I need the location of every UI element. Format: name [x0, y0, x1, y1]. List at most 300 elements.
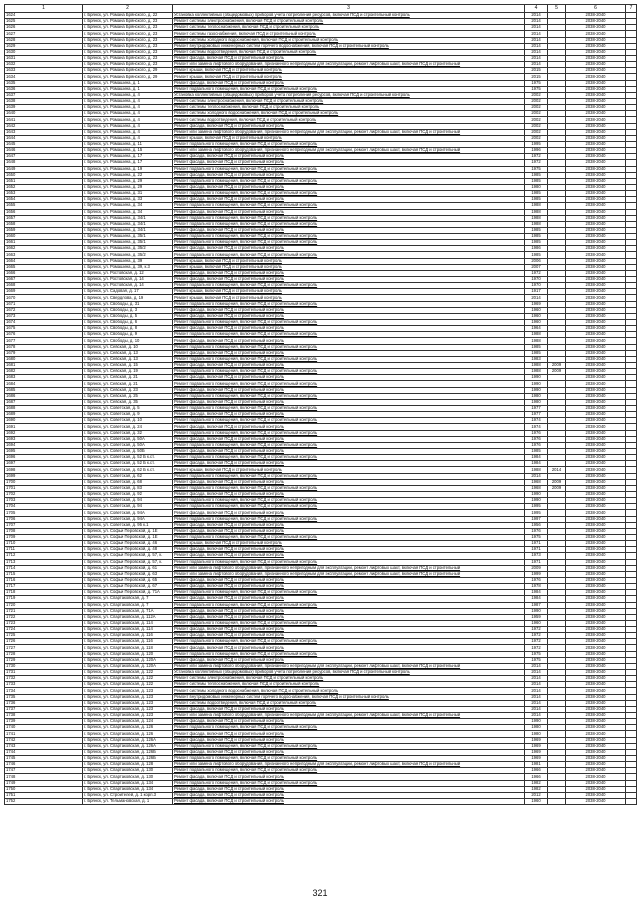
build-year-cell: 1969 — [525, 756, 548, 762]
work-type-cell: Ремонт фасада, включая ПСД и строительный контроль — [173, 749, 525, 755]
row-index-cell: 1675 — [5, 326, 83, 332]
work-type-cell: Ремонт подвального помещения, включая ПСД и строительный контроль — [173, 178, 525, 184]
address-cell: г. Брянск, ул. Ромашина, д. 34 — [83, 209, 173, 215]
work-type-cell: Ремонт подвального помещения, включая ПСД и строительный контроль — [173, 559, 525, 565]
planned-period-cell: 2038-2040 — [566, 13, 626, 19]
row-index-cell: 1660 — [5, 234, 83, 240]
address-cell: г. Брянск, ул. Романа Брянского, д. 23 — [83, 31, 173, 37]
row-index-cell: 1686 — [5, 393, 83, 399]
work-type-cell: Ремонт или замена лифтового оборудования, признанного непригодным для эксплуатации, ремонт лифтовых шахт, включая ПСД и строительный — [173, 129, 525, 135]
work-type-cell: Ремонт системы водоотведения, включая ПСД и строительный контроль — [173, 700, 525, 706]
row-index-cell: 1726 — [5, 639, 83, 645]
row-index-cell: 1713 — [5, 559, 83, 565]
row-index-cell: 1662 — [5, 246, 83, 252]
planned-period-cell: 2038-2040 — [566, 571, 626, 577]
row-index-cell: 1685 — [5, 387, 83, 393]
planned-period-cell: 2038-2040 — [566, 240, 626, 246]
planned-period-cell: 2038-2040 — [566, 25, 626, 31]
planned-period-cell: 2038-2040 — [566, 780, 626, 786]
work-type-cell: Ремонт фасада, включая ПСД и строительный контроль — [173, 522, 525, 528]
build-year-cell: 1960 — [525, 799, 548, 805]
work-type-cell: Ремонт или замена лифтового оборудования, признанного непригодным для эксплуатации, ремонт лифтовых шахт, включая ПСД и строительный — [173, 565, 525, 571]
work-type-cell: Ремонт крыши, включая ПСД и строительный контроль — [173, 467, 525, 473]
work-type-cell: Ремонт подвального помещения, включая ПСД и строительный контроль — [173, 639, 525, 645]
work-type-cell: Ремонт подвального помещения, включая ПСД и строительный контроль — [173, 240, 525, 246]
planned-period-cell: 2038-2040 — [566, 148, 626, 154]
address-cell: г. Брянск, ул. Софьи Перовской, д. 63 — [83, 571, 173, 577]
planned-period-cell: 2038-2040 — [566, 590, 626, 596]
address-cell: г. Брянск, ул. Советская, д. 32 — [83, 430, 173, 436]
row-index-cell: 1626 — [5, 25, 83, 31]
build-year-cell: 1975 — [525, 657, 548, 663]
build-year-cell: 2014 — [525, 49, 548, 55]
row-index-cell: 1634 — [5, 74, 83, 80]
planned-period-cell: 2038-2040 — [566, 541, 626, 547]
row-index-cell: 1735 — [5, 694, 83, 700]
address-cell: г. Брянск, ул. Спартаковская, д. 126А — [83, 737, 173, 743]
address-cell: г. Брянск, ул. Советская, д. 94 — [83, 504, 173, 510]
work-type-cell: Ремонт фасада, включая ПСД и строительный контроль — [173, 55, 525, 61]
work-type-cell: Ремонт крыши, включая ПСД и строительный контроль — [173, 289, 525, 295]
build-year-cell: 2014 — [525, 694, 548, 700]
row-index-cell: 1697 — [5, 461, 83, 467]
work-type-cell: Ремонт системы холодного водоснабжения, включая ПСД и строительный контроль — [173, 111, 525, 117]
build-year-cell: 1980 — [525, 725, 548, 731]
work-type-cell: Ремонт фасада, включая ПСД и строительный контроль — [173, 80, 525, 86]
address-cell: г. Брянск, ул. Спартаковская, д. 114 — [83, 627, 173, 633]
planned-period-cell: 2038-2040 — [566, 436, 626, 442]
address-cell: г. Брянск, ул. Тельмановская, д. 1 — [83, 799, 173, 805]
address-cell: г. Брянск, ул. Советская, д. 94 — [83, 498, 173, 504]
work-type-cell: Ремонт подвального помещения, включая ПСД и строительный контроль — [173, 203, 525, 209]
work-type-cell: Ремонт фасада, включая ПСД и строительный контроль — [173, 387, 525, 393]
row-index-cell: 1652 — [5, 184, 83, 190]
address-cell: г. Брянск, ул. Советская, д. 9 — [83, 412, 173, 418]
build-year-cell: 1982 — [525, 780, 548, 786]
build-year-cell: 1956 — [525, 522, 548, 528]
work-type-cell: Ремонт фасада, включая ПСД и строительный контроль — [173, 338, 525, 344]
address-cell: г. Брянск, ул. Ростовская, д. 14 — [83, 277, 173, 283]
build-year-cell: 2014 — [525, 295, 548, 301]
address-cell: г. Брянск, ул. Софьи Перовской, д. 1Е — [83, 528, 173, 534]
work-type-cell: Ремонт крыши, включая ПСД и строительный контроль — [173, 74, 525, 80]
work-type-cell: Ремонт фасада, включая ПСД и строительный контроль — [173, 350, 525, 356]
address-cell: г. Брянск, ул. Ромашина, д. 4 — [83, 123, 173, 129]
row-index-cell: 1711 — [5, 547, 83, 553]
address-cell: г. Брянск, ул. Спартаковская, д. 126А — [83, 743, 173, 749]
row-index-cell: 1746 — [5, 762, 83, 768]
work-type-cell: Ремонт подвального помещения, включая ПСД и строительный контроль — [173, 234, 525, 240]
planned-period-cell: 2038-2040 — [566, 774, 626, 780]
address-cell: г. Брянск, ул. Ромашина, д. 39 — [83, 258, 173, 264]
build-year-cell: 2014 — [525, 62, 548, 68]
planned-period-cell: 2038-2040 — [566, 516, 626, 522]
address-cell: г. Брянск, ул. Ромашина, д. 29 — [83, 184, 173, 190]
build-year-cell: 1960 — [525, 313, 548, 319]
repair-year-cell: 2014 — [548, 467, 566, 473]
address-cell: г. Брянск, ул. Романа Брянского, д. 23 — [83, 62, 173, 68]
row-index-cell: 1659 — [5, 227, 83, 233]
row-index-cell: 1641 — [5, 117, 83, 123]
build-year-cell: 1995 — [525, 510, 548, 516]
work-type-cell: Ремонт подвального помещения, включая ПСД и строительный контроль — [173, 430, 525, 436]
row-index-cell: 1745 — [5, 756, 83, 762]
work-type-cell: Ремонт крыши, включая ПСД и строительный контроль — [173, 295, 525, 301]
planned-period-cell: 2038-2040 — [566, 178, 626, 184]
row-index-cell: 1635 — [5, 80, 83, 86]
address-cell: г. Брянск, ул. Спартаковская, д. 134 — [83, 786, 173, 792]
planned-period-cell: 2038-2040 — [566, 369, 626, 375]
row-index-cell: 1642 — [5, 123, 83, 129]
address-cell: г. Брянск, ул. Спартаковская, д. 134 — [83, 780, 173, 786]
work-type-cell: Ремонт фасада, включая ПСД и строительный контроль — [173, 577, 525, 583]
planned-period-cell: 2038-2040 — [566, 154, 626, 160]
planned-period-cell: 2038-2040 — [566, 135, 626, 141]
planned-period-cell: 2038-2040 — [566, 498, 626, 504]
row-index-cell: 1729 — [5, 657, 83, 663]
planned-period-cell: 2038-2040 — [566, 326, 626, 332]
row-index-cell: 1731 — [5, 670, 83, 676]
note-cell — [626, 799, 637, 805]
address-cell: г. Брянск, ул. Романа Брянского, д. 23 — [83, 19, 173, 25]
planned-period-cell: 2038-2040 — [566, 430, 626, 436]
planned-period-cell: 2038-2040 — [566, 381, 626, 387]
work-type-cell: Ремонт фасада, включая ПСД и строительный контроль — [173, 184, 525, 190]
work-type-cell: Ремонт фасада, включая ПСД и строительный контроль — [173, 123, 525, 129]
work-type-cell: Ремонт крыши, включая ПСД и строительный контроль — [173, 68, 525, 74]
work-type-cell: Ремонт подвального помещения, включая ПСД и строительный контроль — [173, 406, 525, 412]
row-index-cell: 1674 — [5, 320, 83, 326]
work-type-cell: Ремонт фасада, включая ПСД и строительный контроль — [173, 596, 525, 602]
build-year-cell: 2014 — [525, 473, 548, 479]
work-type-cell: Ремонт или замена лифтового оборудования, признанного непригодным для эксплуатации, ремонт лифтовых шахт, включая ПСД и строительный — [173, 713, 525, 719]
address-cell: г. Брянск, ул. Севская, д. 35 — [83, 399, 173, 405]
row-index-cell: 1647 — [5, 154, 83, 160]
build-year-cell: 2014 — [525, 25, 548, 31]
planned-period-cell: 2038-2040 — [566, 614, 626, 620]
planned-period-cell: 2038-2040 — [566, 92, 626, 98]
address-cell: г. Брянск, ул. Ромашина, д. 4 — [83, 92, 173, 98]
address-cell: г. Брянск, ул. Ростовская, д. 12 — [83, 270, 173, 276]
address-cell: г. Брянск, ул. Ромашина, д. 4 — [83, 105, 173, 111]
work-type-cell: Ремонт подвального помещения, включая ПСД и строительный контроль — [173, 191, 525, 197]
work-type-cell: Ремонт фасада, включая ПСД и строительный контроль — [173, 553, 525, 559]
work-type-cell: Ремонт подвального помещения, включая ПСД и строительный контроль — [173, 780, 525, 786]
planned-period-cell: 2038-2040 — [566, 129, 626, 135]
build-year-cell: 1976 — [525, 430, 548, 436]
address-cell: г. Брянск, ул. Ромашина, д. 1 — [83, 80, 173, 86]
build-year-cell: 1972 — [525, 633, 548, 639]
build-year-cell: 1984 — [525, 596, 548, 602]
planned-period-cell: 2038-2040 — [566, 448, 626, 454]
work-type-cell: Ремонт фасада, включая ПСД и строительный контроль — [173, 627, 525, 633]
build-year-cell: 1970 — [525, 277, 548, 283]
address-cell: г. Брянск, ул. Софьи Перовской, д. 61 — [83, 565, 173, 571]
build-year-cell: 1990 — [525, 387, 548, 393]
planned-period-cell: 2038-2040 — [566, 184, 626, 190]
address-cell: г. Брянск, ул. Севская, д. 23 — [83, 387, 173, 393]
work-type-cell: Ремонт фасада, включая ПСД и строительный контроль — [173, 277, 525, 283]
work-type-cell: Ремонт фасада, включая ПСД и строительный контроль — [173, 645, 525, 651]
planned-period-cell: 2038-2040 — [566, 510, 626, 516]
planned-period-cell: 2038-2040 — [566, 111, 626, 117]
work-type-cell: Ремонт подвального помещения, включая ПСД и строительный контроль — [173, 252, 525, 258]
work-type-cell: Ремонт системы холодного водоснабжения, включая ПСД и строительный контроль — [173, 688, 525, 694]
build-year-cell: 1988 — [525, 338, 548, 344]
build-year-cell: 1988 — [525, 203, 548, 209]
work-type-cell: Ремонт фасада, включая ПСД и строительный контроль — [173, 172, 525, 178]
work-type-cell: Ремонт подвального помещения, включая ПСД и строительный контроль — [173, 369, 525, 375]
build-year-cell: 1988 — [525, 332, 548, 338]
planned-period-cell: 2038-2040 — [566, 792, 626, 798]
row-index-cell: 1707 — [5, 522, 83, 528]
row-index-cell: 1734 — [5, 688, 83, 694]
planned-period-cell: 2038-2040 — [566, 528, 626, 534]
row-index-cell: 1679 — [5, 350, 83, 356]
row-index-cell: 1673 — [5, 313, 83, 319]
row-index-cell: 1637 — [5, 92, 83, 98]
planned-period-cell: 2038-2040 — [566, 473, 626, 479]
row-index-cell: 1716 — [5, 577, 83, 583]
row-index-cell: 1742 — [5, 737, 83, 743]
work-type-cell: Ремонт крыши, включая ПСД и строительный контроль — [173, 264, 525, 270]
address-cell: г. Брянск, ул. Ромашина, д. 35/2 — [83, 252, 173, 258]
row-index-cell: 1694 — [5, 442, 83, 448]
planned-period-cell: 2038-2040 — [566, 553, 626, 559]
build-year-cell: 2014 — [525, 676, 548, 682]
row-index-cell: 1667 — [5, 277, 83, 283]
build-year-cell: 1999 — [525, 571, 548, 577]
address-cell: г. Брянск, ул. Спартаковская, д. 126 — [83, 731, 173, 737]
planned-period-cell: 2038-2040 — [566, 363, 626, 369]
work-type-cell: Ремонт фасада, включая ПСД и строительный контроль — [173, 510, 525, 516]
work-type-cell: Ремонт системы холодного водоснабжения, включая ПСД и строительный контроль — [173, 37, 525, 43]
build-year-cell: 1975 — [525, 166, 548, 172]
address-cell: г. Брянск, ул. Ромашина, д. 22 — [83, 172, 173, 178]
planned-period-cell: 2038-2040 — [566, 577, 626, 583]
address-cell: г. Брянск, ул. Софьи Перовской, д. 48 — [83, 547, 173, 553]
planned-period-cell: 2038-2040 — [566, 393, 626, 399]
planned-period-cell: 2038-2040 — [566, 651, 626, 657]
planned-period-cell: 2038-2040 — [566, 418, 626, 424]
work-type-cell: Ремонт подвального помещения, включая ПСД и строительный контроль — [173, 301, 525, 307]
header-cell: 6 — [566, 5, 626, 13]
work-type-cell: Ремонт подвального помещения, включая ПСД и строительный контроль — [173, 768, 525, 774]
address-cell: г. Брянск, ул. Советская, д. 10 — [83, 418, 173, 424]
planned-period-cell: 2038-2040 — [566, 719, 626, 725]
build-year-cell: 1985 — [525, 240, 548, 246]
build-year-cell: 2014 — [525, 713, 548, 719]
build-year-cell: 1996 — [525, 148, 548, 154]
work-type-cell: Ремонт фасада, включая ПСД и строительный контроль — [173, 633, 525, 639]
planned-period-cell: 2038-2040 — [566, 743, 626, 749]
planned-period-cell: 2038-2040 — [566, 123, 626, 129]
header-cell: 1 — [5, 5, 83, 13]
row-index-cell: 1752 — [5, 799, 83, 805]
build-year-cell: 1982 — [525, 786, 548, 792]
row-index-cell: 1750 — [5, 786, 83, 792]
row-index-cell: 1715 — [5, 571, 83, 577]
address-cell: г. Брянск, ул. Свободы, д. 8 — [83, 326, 173, 332]
row-index-cell: 1737 — [5, 706, 83, 712]
address-cell: г. Брянск, ул. Спартаковская, д. 120А — [83, 663, 173, 669]
address-cell: г. Брянск, ул. Спартаковская, д. 120 — [83, 651, 173, 657]
work-type-cell: Ремонт подвального помещения, включая ПСД и строительный контроль — [173, 756, 525, 762]
address-cell: г. Брянск, ул. Софьи Перовской, д. 1Е — [83, 534, 173, 540]
row-index-cell: 1627 — [5, 31, 83, 37]
row-index-cell: 1668 — [5, 283, 83, 289]
planned-period-cell: 2038-2040 — [566, 209, 626, 215]
planned-period-cell: 2038-2040 — [566, 172, 626, 178]
row-index-cell: 1698 — [5, 467, 83, 473]
address-cell: г. Брянск, ул. Спартаковская, д. 126Б — [83, 756, 173, 762]
build-year-cell: 1988 — [525, 221, 548, 227]
build-year-cell: 2014 — [525, 682, 548, 688]
address-cell: г. Брянск, ул. Спартаковская, д. 122 — [83, 670, 173, 676]
address-cell: г. Брянск, ул. Спартаковская, д. 7 — [83, 602, 173, 608]
build-year-cell: 1971 — [525, 559, 548, 565]
work-type-cell: Ремонт фасада, включая ПСД и строительный контроль — [173, 227, 525, 233]
row-index-cell: 1650 — [5, 172, 83, 178]
planned-period-cell: 2038-2040 — [566, 289, 626, 295]
row-index-cell: 1633 — [5, 68, 83, 74]
work-type-cell: Ремонт подвального помещения, включая ПСД и строительный контроль — [173, 442, 525, 448]
row-index-cell: 1661 — [5, 240, 83, 246]
work-type-cell: Ремонт фасада, включая ПСД и строительный контроль — [173, 399, 525, 405]
row-index-cell: 1710 — [5, 541, 83, 547]
row-index-cell: 1651 — [5, 178, 83, 184]
build-year-cell: 1995 — [525, 141, 548, 147]
build-year-cell: 2007 — [525, 264, 548, 270]
repair-schedule-table — [4, 4, 637, 805]
address-cell: г. Брянск, ул. Советская, д. 52 Б к.ст. — [83, 455, 173, 461]
planned-period-cell: 2038-2040 — [566, 98, 626, 104]
row-index-cell: 1677 — [5, 338, 83, 344]
planned-period-cell: 2038-2040 — [566, 479, 626, 485]
planned-period-cell: 2038-2040 — [566, 565, 626, 571]
address-cell: г. Брянск, ул. Ромашина, д. 4 — [83, 129, 173, 135]
row-index-cell: 1638 — [5, 98, 83, 104]
row-index-cell: 1696 — [5, 455, 83, 461]
work-type-cell: Ремонт подвального помещения, включая ПСД и строительный контроль — [173, 498, 525, 504]
planned-period-cell: 2038-2040 — [566, 424, 626, 430]
build-year-cell: 1988 — [525, 215, 548, 221]
row-index-cell: 1691 — [5, 424, 83, 430]
row-index-cell: 1688 — [5, 406, 83, 412]
planned-period-cell: 2038-2040 — [566, 197, 626, 203]
planned-period-cell: 2038-2040 — [566, 31, 626, 37]
row-index-cell: 1732 — [5, 676, 83, 682]
address-cell: г. Брянск, ул. Ромашина, д. 19 — [83, 166, 173, 172]
planned-period-cell: 2038-2040 — [566, 270, 626, 276]
build-year-cell: 1985 — [525, 172, 548, 178]
address-cell: г. Брянск, ул. Спартаковская, д. 7 — [83, 596, 173, 602]
work-type-cell: Ремонт фасада, включая ПСД и строительный контроль — [173, 363, 525, 369]
address-cell: г. Брянск, ул. Спартаковская, д. 123 — [83, 694, 173, 700]
work-type-cell: Ремонт или замена лифтового оборудования, признанного непригодным для эксплуатации, ремонт лифтовых шахт, включая ПСД и строительный — [173, 762, 525, 768]
address-cell: г. Брянск, ул. Софьи Перовской, д. 71А — [83, 590, 173, 596]
planned-period-cell: 2038-2040 — [566, 338, 626, 344]
planned-period-cell: 2038-2040 — [566, 86, 626, 92]
work-type-cell: Ремонт фасада, включая ПСД и строительный контроль — [173, 731, 525, 737]
work-type-cell: Ремонт фасада, включая ПСД и строительный контроль — [173, 719, 525, 725]
row-index-cell: 1719 — [5, 596, 83, 602]
work-type-cell: Ремонт подвального помещения, включая ПСД и строительный контроль — [173, 381, 525, 387]
row-index-cell: 1670 — [5, 295, 83, 301]
build-year-cell: 1985 — [525, 252, 548, 258]
row-index-cell: 1748 — [5, 774, 83, 780]
planned-period-cell: 2038-2040 — [566, 547, 626, 553]
address-cell: г. Брянск, ул. Спартаковская, д. 126 — [83, 725, 173, 731]
build-year-cell: 2014 — [525, 700, 548, 706]
build-year-cell: 2014 — [525, 706, 548, 712]
build-year-cell: 1960 — [525, 620, 548, 626]
planned-period-cell: 2038-2040 — [566, 301, 626, 307]
planned-period-cell: 2038-2040 — [566, 799, 626, 805]
work-type-cell: Ремонт фасада, включая ПСД и строительный контроль — [173, 737, 525, 743]
row-index-cell: 1657 — [5, 215, 83, 221]
address-cell: г. Брянск, ул. Садовая, д. 17 — [83, 289, 173, 295]
work-type-cell: Установка коллективных (общедомовых) приборов учета потребления ресурсов, включая ПСД и строительный контроль — [173, 92, 525, 98]
address-cell: г. Брянск, ул. Свободы, д. 3 — [83, 307, 173, 313]
row-index-cell: 1693 — [5, 436, 83, 442]
row-index-cell: 1720 — [5, 602, 83, 608]
planned-period-cell: 2038-2040 — [566, 645, 626, 651]
work-type-cell: Ремонт фасада, включая ПСД и строительный контроль — [173, 209, 525, 215]
planned-period-cell: 2038-2040 — [566, 191, 626, 197]
row-index-cell: 1629 — [5, 43, 83, 49]
address-cell: г. Брянск, ул. Софьи Перовской, д. 57, к. — [83, 559, 173, 565]
build-year-cell: 1971 — [525, 541, 548, 547]
work-type-cell: Ремонт подвального помещения, включая ПСД и строительный контроль — [173, 332, 525, 338]
work-type-cell: Ремонт фасада, включая ПСД и строительный контроль — [173, 608, 525, 614]
row-index-cell: 1727 — [5, 645, 83, 651]
work-type-cell: Ремонт подвального помещения, включая ПСД и строительный контроль — [173, 356, 525, 362]
row-index-cell: 1705 — [5, 510, 83, 516]
row-index-cell: 1724 — [5, 627, 83, 633]
planned-period-cell: 2038-2040 — [566, 467, 626, 473]
work-type-cell: Ремонт системы водоотведения, включая ПСД и строительный контроль — [173, 117, 525, 123]
work-type-cell: Ремонт или замена лифтового оборудования, признанного непригодным для эксплуатации, ремонт лифтовых шахт, включая ПСД и строительный — [173, 148, 525, 154]
planned-period-cell: 2038-2040 — [566, 399, 626, 405]
row-index-cell: 1646 — [5, 148, 83, 154]
planned-period-cell: 2038-2040 — [566, 786, 626, 792]
work-type-cell: Ремонт или замена лифтового оборудования, признанного непригодным для эксплуатации, ремонт лифтовых шахт, включая ПСД и строительный — [173, 62, 525, 68]
build-year-cell: 1970 — [525, 283, 548, 289]
build-year-cell: 1990 — [525, 719, 548, 725]
work-type-cell: Ремонт системы водоотведения, включая ПСД и строительный контроль — [173, 49, 525, 55]
address-cell: г. Брянск, ул. Романа Брянского, д. 23 — [83, 49, 173, 55]
work-type-cell: Ремонт системы электроснабжения, включая ПСД и строительный контроль — [173, 98, 525, 104]
work-type-cell: Установка коллективных (общедомовых) приборов учета потребления ресурсов, включая ПСД и строительный контроль — [173, 670, 525, 676]
repair-year-cell — [548, 799, 566, 805]
address-cell: г. Брянск, ул. Софьи Перовской, д. 57, к. — [83, 553, 173, 559]
address-cell: г. Брянск, ул. Спартаковская, д. 130 — [83, 768, 173, 774]
build-year-cell: 1985 — [525, 350, 548, 356]
row-index-cell: 1721 — [5, 608, 83, 614]
address-cell: г. Брянск, ул. Романа Брянского, д. 23 — [83, 43, 173, 49]
row-index-cell: 1749 — [5, 780, 83, 786]
planned-period-cell: 2038-2040 — [566, 252, 626, 258]
address-cell: г. Брянск, ул. Советская, д. 24 — [83, 424, 173, 430]
row-index-cell: 1701 — [5, 485, 83, 491]
work-type-cell: Ремонт внутридомовых инженерных систем горячего водоснабжения, включая ПСД и строительный контроль — [173, 694, 525, 700]
work-type-cell: Установка коллективных (общедомовых) приборов учета потребления ресурсов, включая ПСД и строительный контроль — [173, 13, 525, 19]
work-type-cell: Ремонт внутридомовых инженерных систем горячего водоснабжения, включая ПСД и строительный контроль — [173, 43, 525, 49]
address-cell: г. Брянск, ул. Севская, д. 13 — [83, 356, 173, 362]
build-year-cell: 1981 — [525, 762, 548, 768]
address-cell: г. Брянск, ул. Ромашина, д. 35/2 — [83, 246, 173, 252]
